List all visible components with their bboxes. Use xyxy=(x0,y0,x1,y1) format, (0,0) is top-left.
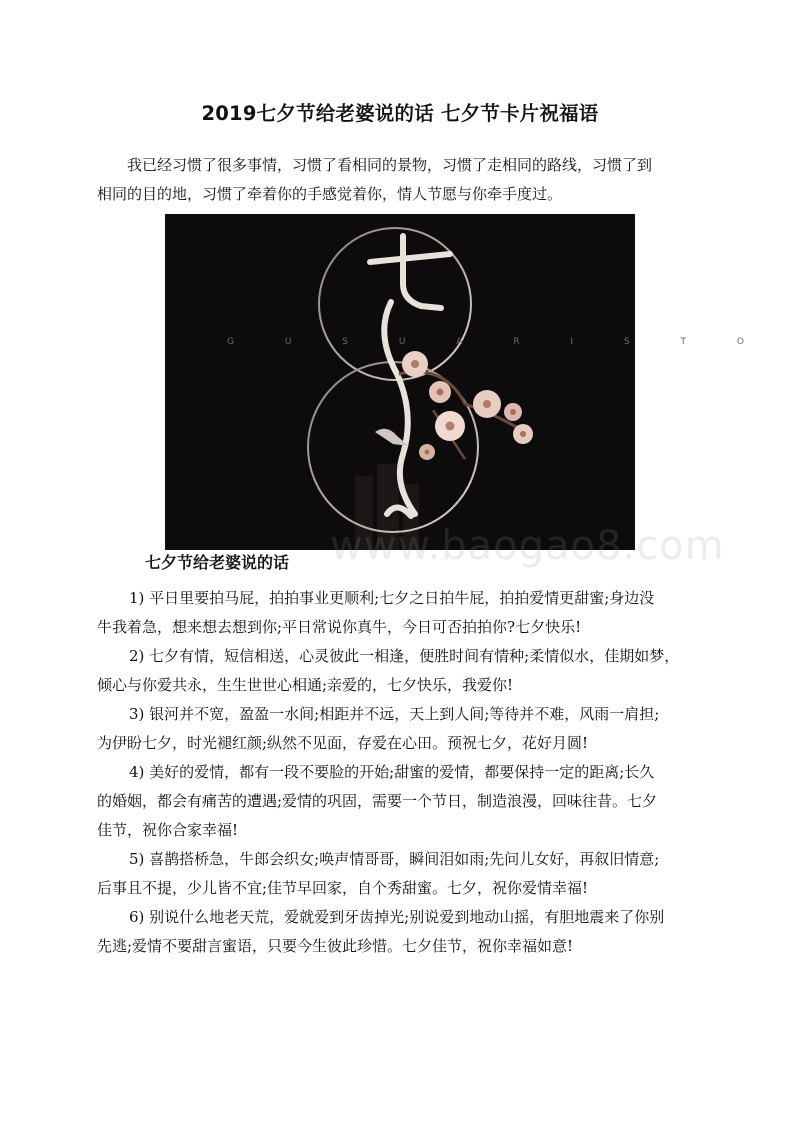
item-line: 佳节，祝你合家幸福! xyxy=(97,821,239,839)
item-line: 1) 平日里要拍马屁，拍拍事业更顺利;七夕之日拍牛屁，拍拍爱情更甜蜜;身边没 xyxy=(129,589,655,607)
item-line: 的婚姻，都会有痛苦的遭遇;爱情的巩固，需要一个节日，制造浪漫，回味往昔。七夕 xyxy=(97,792,658,810)
item-line: 牛我着急，想来想去想到你;平日常说你真牛，今日可否拍拍你?七夕快乐! xyxy=(97,618,582,636)
intro-line-1: 我已经习惯了很多事情，习惯了看相同的景物，习惯了走相同的路线，习惯了到 xyxy=(127,156,653,174)
list-item xyxy=(97,642,717,700)
item-line: 后事且不提，少儿皆不宜;佳节早回家，自个秀甜蜜。七夕，祝你爱情幸福! xyxy=(97,879,589,897)
list-item xyxy=(97,758,717,845)
section-heading: 七夕节给老婆说的话 xyxy=(145,553,290,572)
item-line: 倾心与你爱共永，生生世世心相通;亲爱的，七夕快乐，我爱你! xyxy=(97,676,514,694)
list-item xyxy=(97,903,717,961)
intro-paragraph xyxy=(97,151,707,209)
item-line: 4) 美好的爱情，都有一段不要脸的开始;甜蜜的爱情，都要保持一定的距离;长久 xyxy=(129,763,655,781)
list-item xyxy=(97,584,717,642)
page-title: 2019七夕节给老婆说的话 七夕节卡片祝福语 xyxy=(201,102,599,125)
intro-line-2: 相同的目的地，习惯了牵着你的手感觉着你，情人节愿与你牵手度过。 xyxy=(97,185,563,203)
list-item xyxy=(97,845,717,903)
item-line: 6) 别说什么地老天荒，爱就爱到牙齿掉光;别说爱到地动山摇，有胆地震来了你别 xyxy=(129,908,665,926)
item-line: 5) 喜鹊搭桥急，牛郎会织女;唤声情哥哥，瞬间泪如雨;先问儿女好，再叙旧情意; xyxy=(129,850,660,868)
wish-list xyxy=(97,584,717,961)
banner-text: G U S U A R I S T O xyxy=(227,337,768,347)
item-line: 为伊盼七夕，时光褪红颜;纵然不见面，存爱在心田。预祝七夕，花好月圆! xyxy=(97,734,589,752)
item-line: 3) 银河并不宽，盈盈一水间;相距并不远，天上到人间;等待并不难，风雨一肩担; xyxy=(129,705,660,723)
watermark: www.baogao8.com xyxy=(330,523,725,569)
item-line: 2) 七夕有情，短信相送，心灵彼此一相逢，便胜时间有情种;柔情似水，佳期如梦， xyxy=(129,647,680,665)
item-line: 先逃;爱情不要甜言蜜语，只要今生彼此珍惜。七夕佳节，祝你幸福如意! xyxy=(97,937,574,955)
list-item xyxy=(97,700,717,758)
